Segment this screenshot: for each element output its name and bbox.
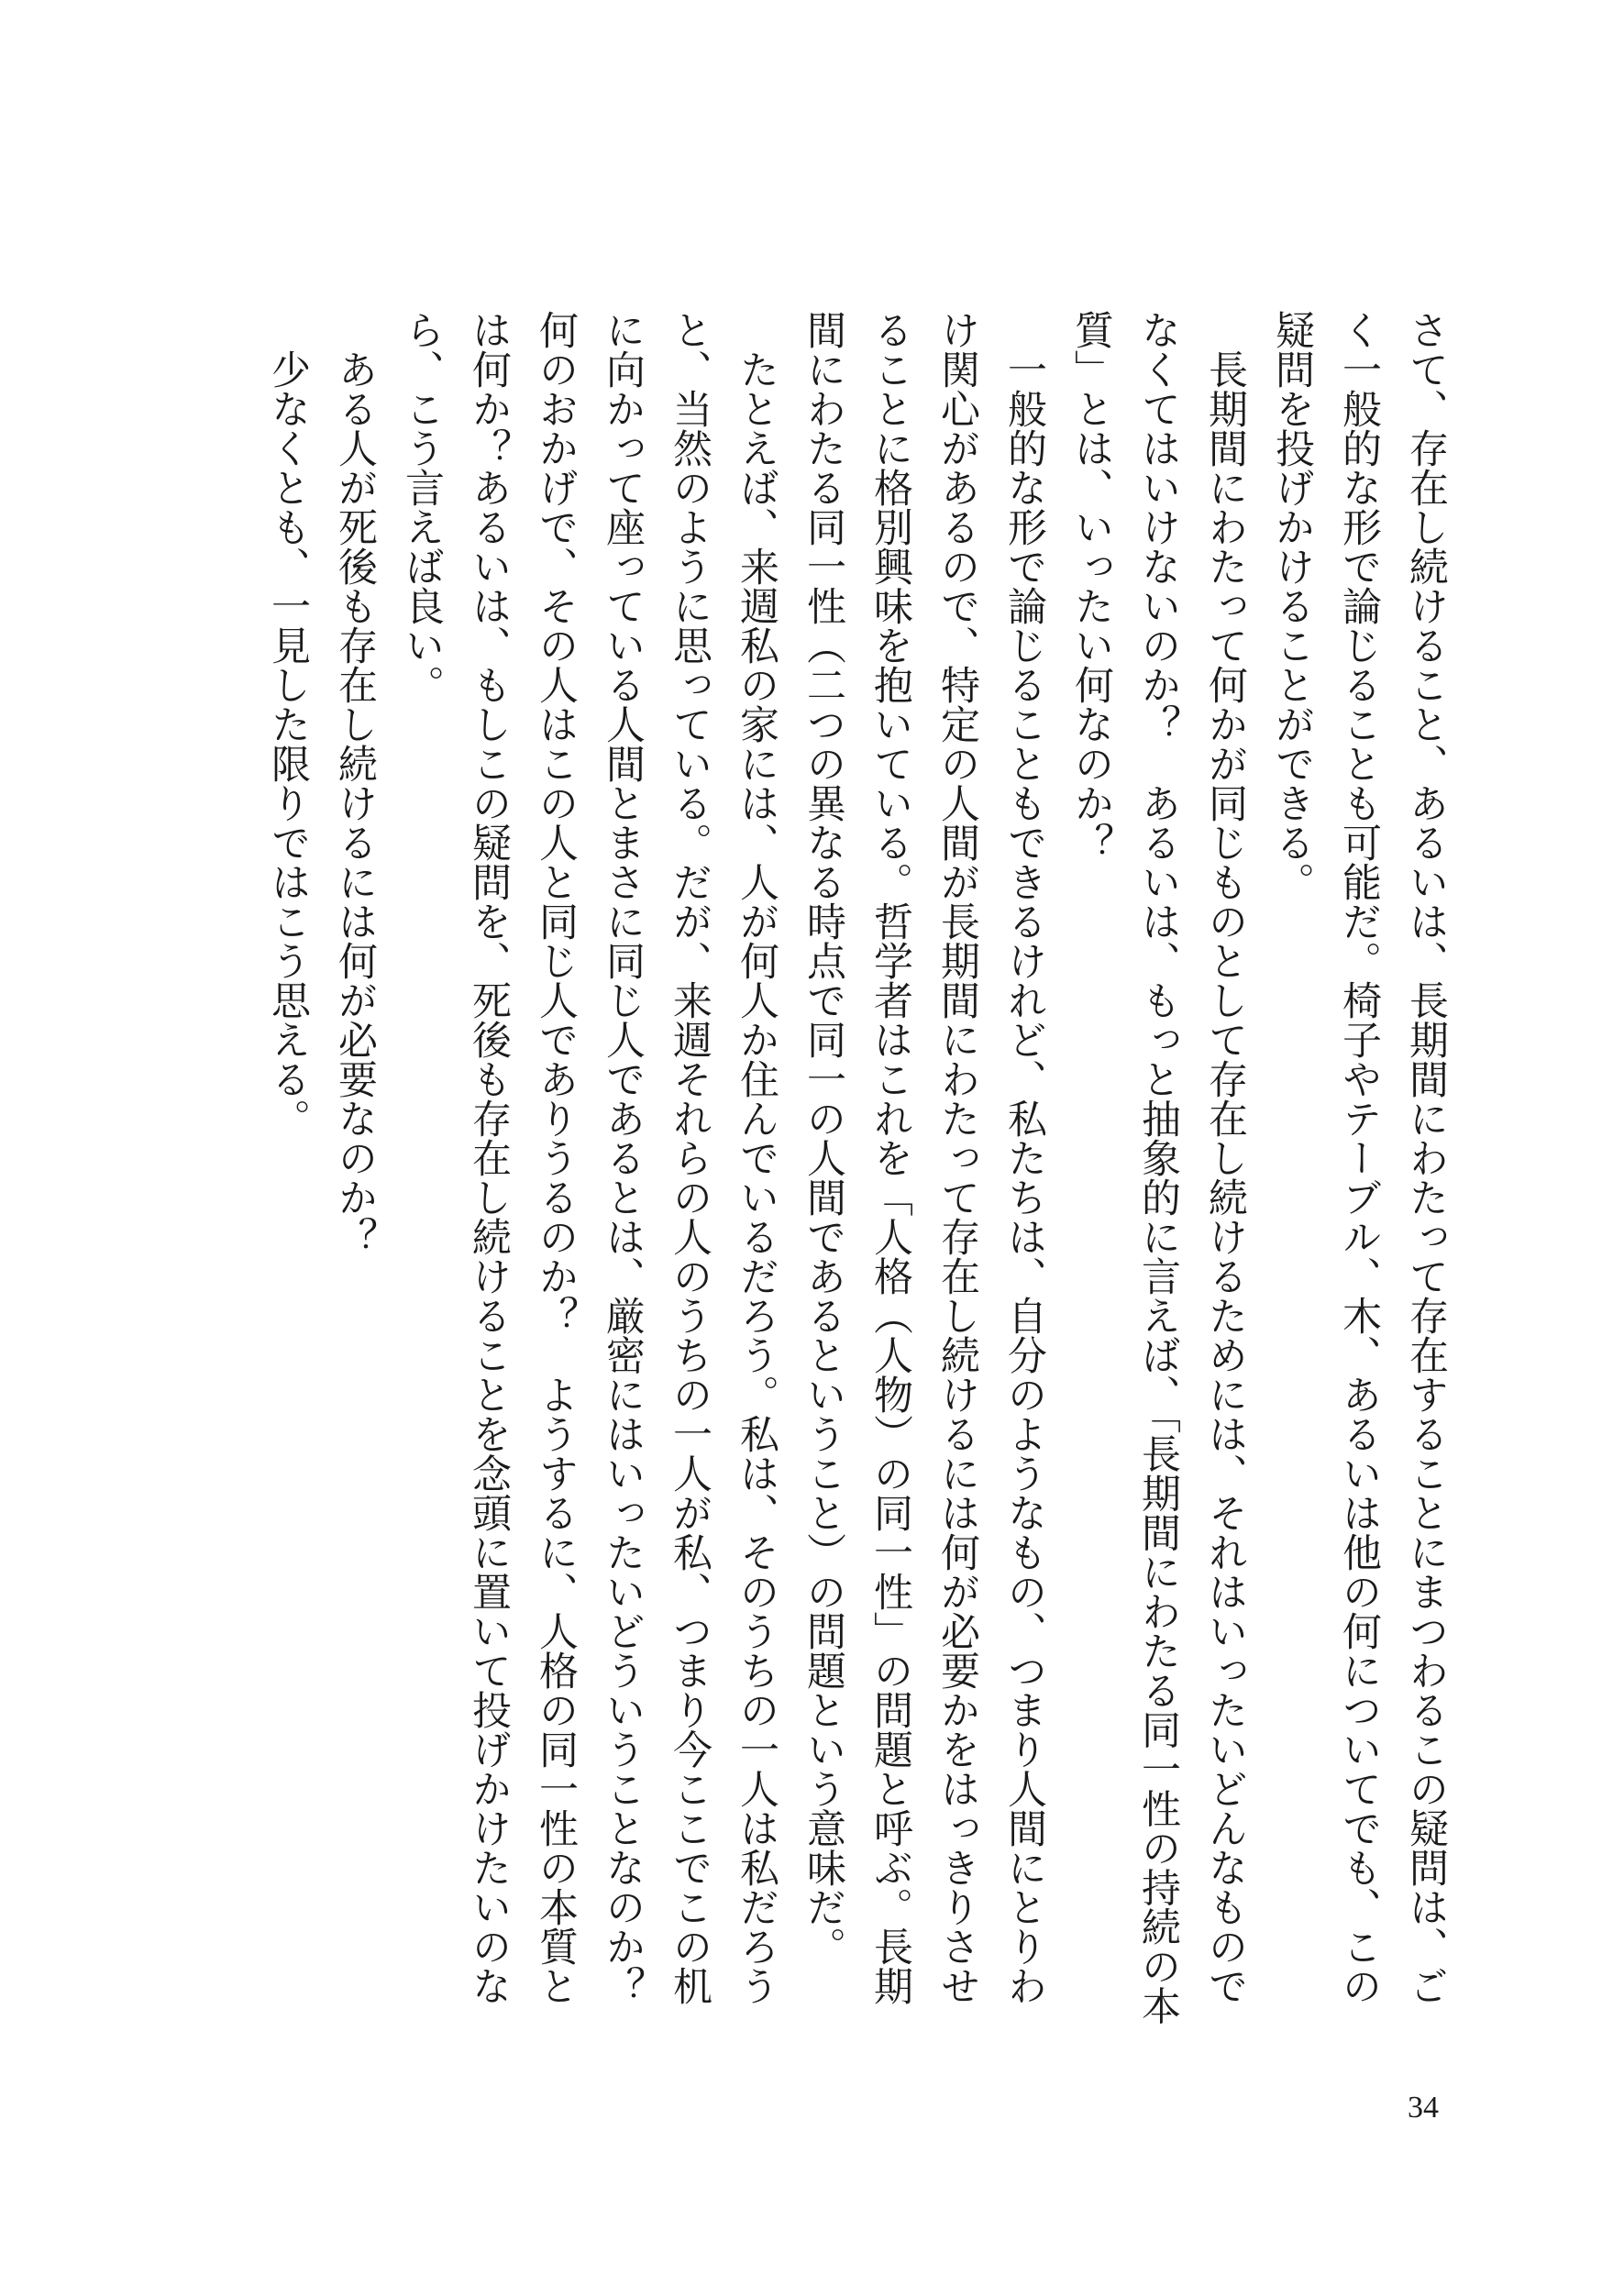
- page-number: 34: [1408, 2091, 1439, 2125]
- paragraph: 長期間にわたって何かが同じものとして存在し続けるためには、それはいったいどんなものでなくてはいけないのか？ あるいは、もっと抽象的に言えば、「長期間にわたる同一性の持続の本質」とは、いったい何なのか？: [1068, 310, 1248, 2026]
- paragraph: たとえば、来週私の家には、人が何人か住んでいるだろう。私は、そのうちの一人は私だろうと、当然のように思っている。だが、来週それらの人のうちの一人が私、つまり今ここでこの机に向かって座っている人間とまさに同じ人であるとは、厳密にはいったいどういうことなのか？ 何のおかげで、その人はこの人と同じ人でありうるのか？ ようするに、人格の同一性の本質とは何か？あるいは、もしこの疑問を、死後も存在し続けることを念頭に置いて投げかけたいのなら、こう言えば良い。: [399, 310, 779, 2045]
- paragraph: さて、存在し続けること、あるいは、長期間にわたって存在することにまつわるこの疑問は、ごく一般的な形で論じることも可能だ。椅子やテーブル、木、あるいは他の何についてでも、この疑問を投げかけることができる。: [1269, 310, 1449, 2005]
- paragraph: ある人が死後も存在し続けるには何が必要なのか？: [332, 349, 378, 1256]
- vertical-text-body: [254, 310, 1459, 2045]
- paragraph: 少なくとも、一見した限りではこう思える。: [265, 349, 311, 1138]
- paragraph: 一般的な形で論じることもできるけれど、私たちは、自分のようなもの、つまり人間にとりわけ関心があるので、特定の人間が長期間にわたって存在し続けるには何が必要かをはっきりさせることに格別興味を抱いている。哲学者はこれを「人格（人物）の同一性」の問題と呼ぶ。長期間にわたる同一性（二つの異なる時点で同一の人間であるということ）の問題という意味だ。: [801, 310, 1047, 2005]
